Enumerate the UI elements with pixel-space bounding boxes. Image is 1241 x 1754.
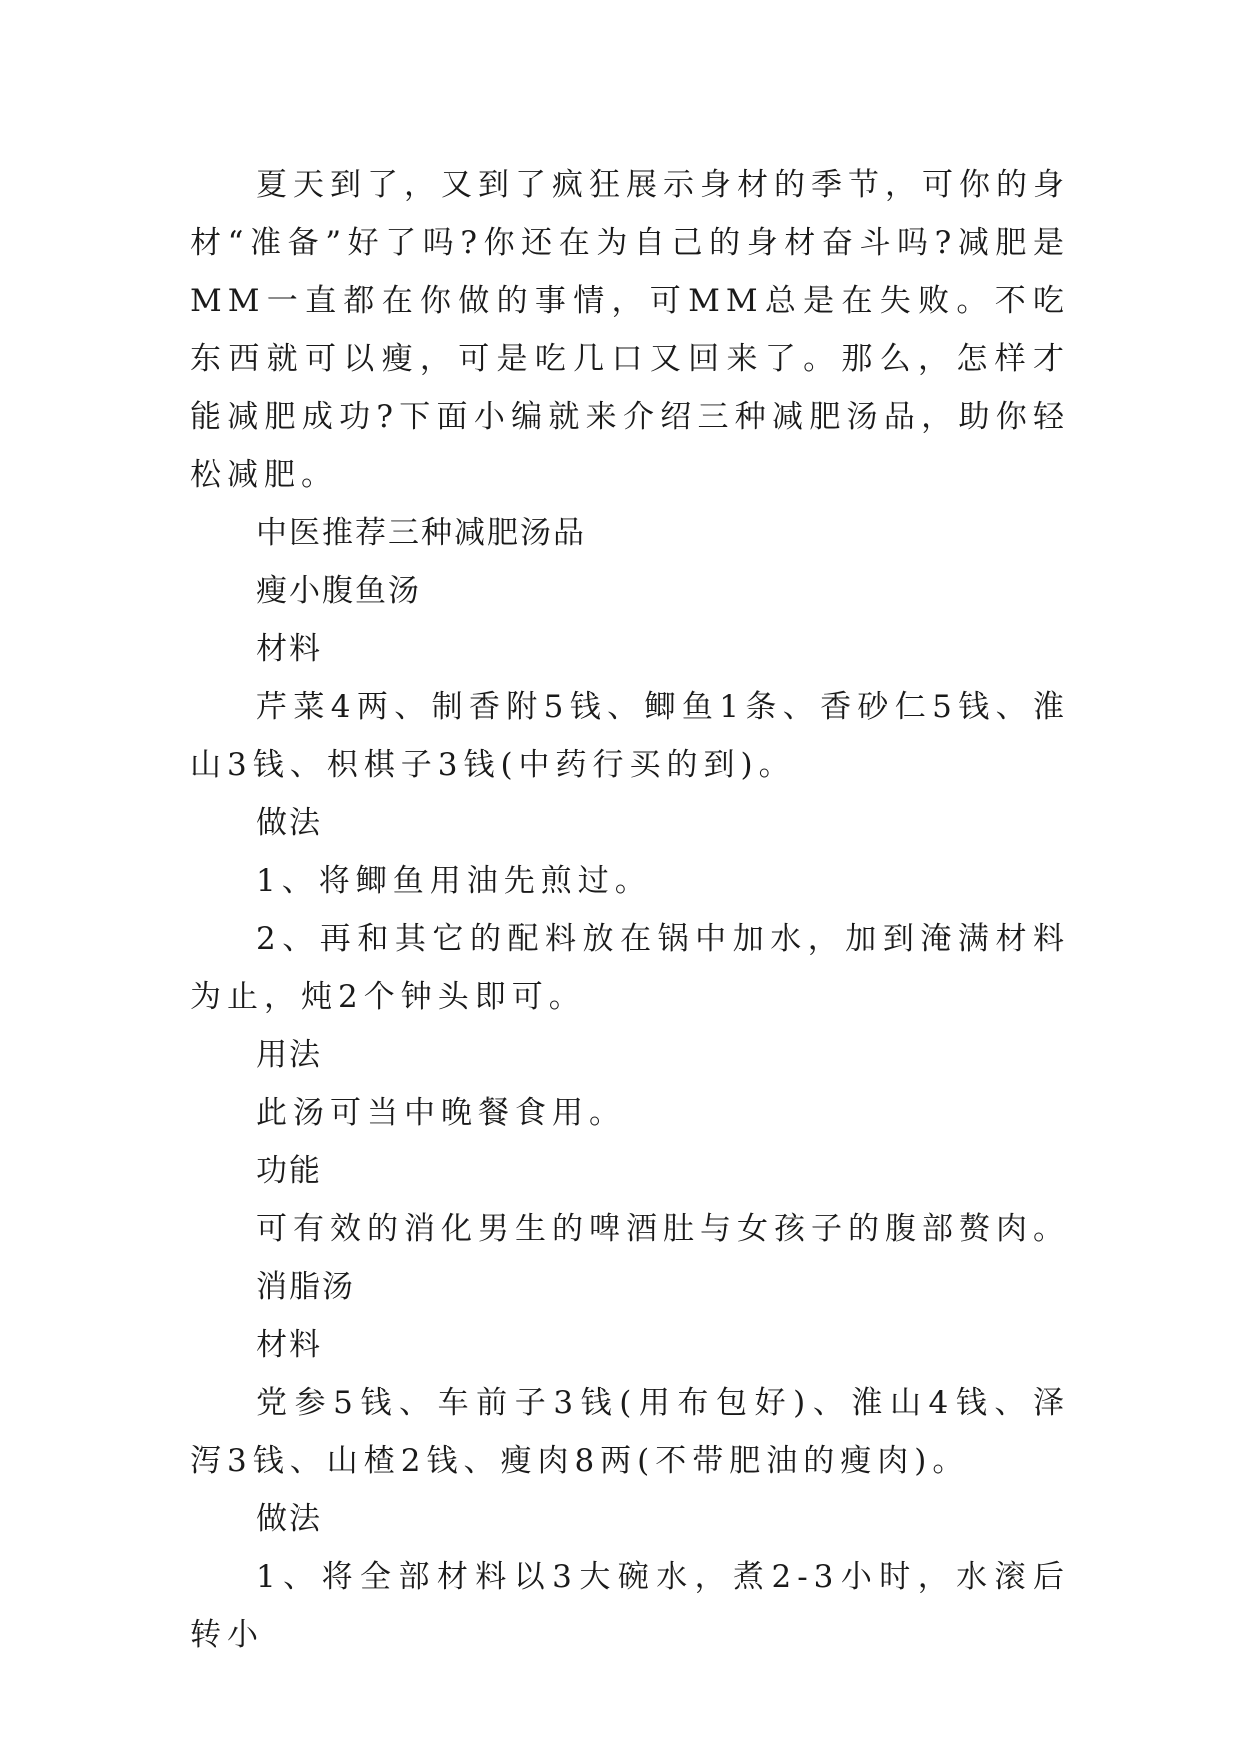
recipe-title: 消脂汤 xyxy=(256,1269,355,1305)
function-text: 可有效的消化男生的啤酒肚与女孩子的腹部赘肉。 xyxy=(256,1211,1070,1247)
intro-paragraph: 夏天到了，又到了疯狂展示身材的季节，可你的身材“准备”好了吗?你还在为自己的身材奋斗吗?减肥是MM一直都在你做的事情，可MM总是在失败。不吃东西就可以瘦，可是吃几口又回来了。那么，怎样才能减肥成功?下面小编就来介绍三种减肥汤品，助你轻松减肥。 xyxy=(190,167,1070,493)
ingredients-heading: 材料 xyxy=(256,631,322,667)
usage-text: 此汤可当中晚餐食用。 xyxy=(256,1095,626,1131)
method-heading: 做法 xyxy=(256,1501,322,1537)
ingredients-heading: 材料 xyxy=(256,1327,322,1363)
usage-heading: 用法 xyxy=(256,1037,322,1073)
method-heading: 做法 xyxy=(256,805,322,841)
document-body xyxy=(190,156,1070,1664)
function-heading: 功能 xyxy=(256,1153,322,1189)
ingredients-text: 芹菜4两、制香附5钱、鲫鱼1条、香砂仁5钱、淮山3钱、枳棋子3钱(中药行买的到)。 xyxy=(190,689,1070,783)
method-step: 1、将全部材料以3大碗水，煮2-3小时，水滚后转小 xyxy=(190,1559,1070,1653)
ingredients-text: 党参5钱、车前子3钱(用布包好)、淮山4钱、泽泻3钱、山楂2钱、瘦肉8两(不带肥油的瘦肉)。 xyxy=(190,1385,1070,1479)
method-step: 2、再和其它的配料放在锅中加水，加到淹满材料为止，炖2个钟头即可。 xyxy=(190,921,1070,1015)
recipe-title: 瘦小腹鱼汤 xyxy=(256,573,421,609)
section-title: 中医推荐三种减肥汤品 xyxy=(256,515,586,551)
method-step: 1、将鲫鱼用油先煎过。 xyxy=(256,863,652,899)
